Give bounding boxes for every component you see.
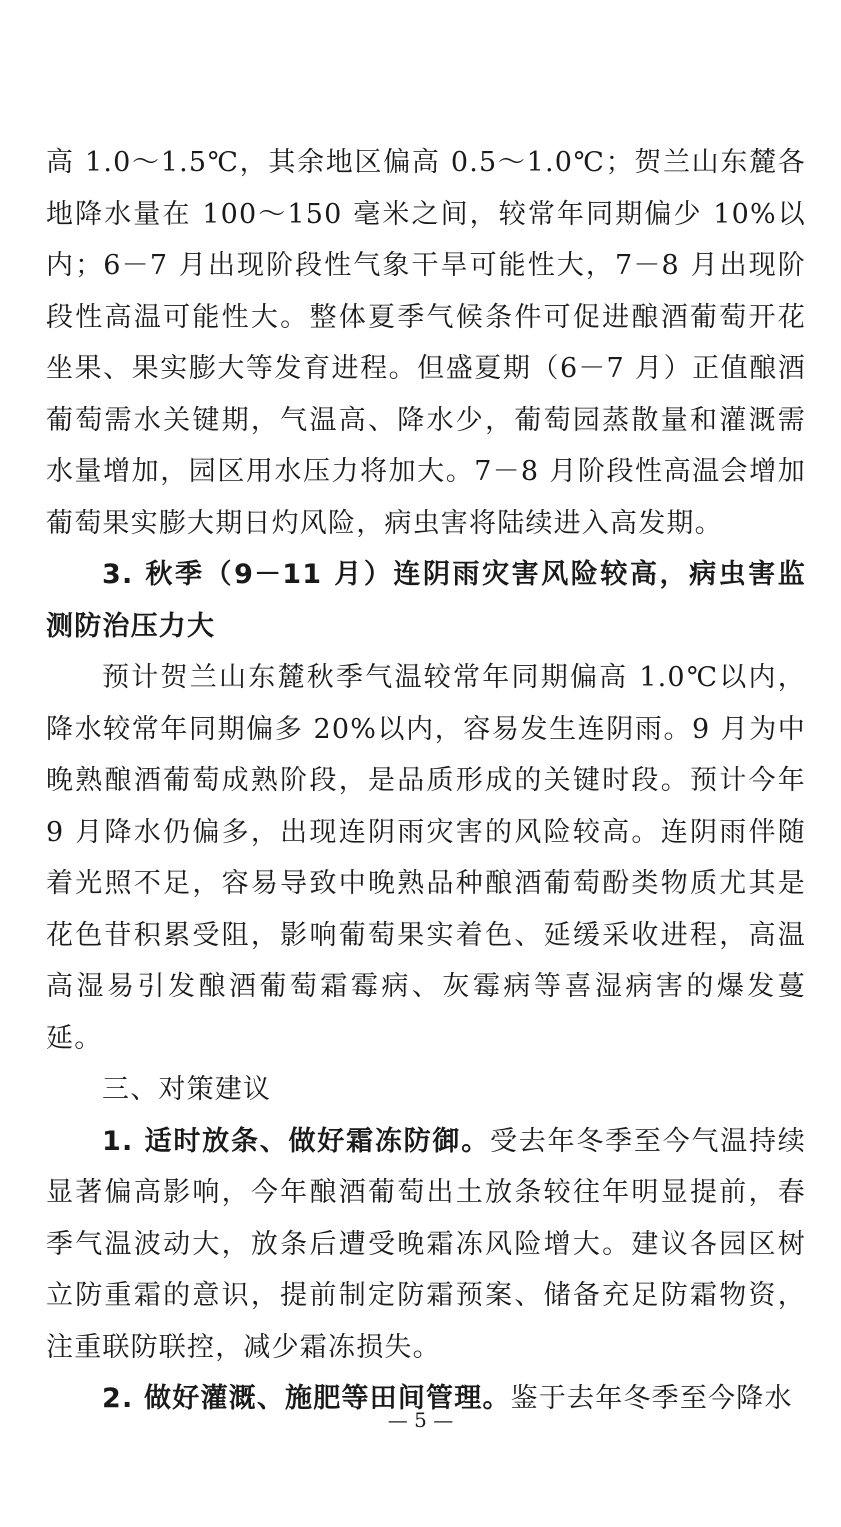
paragraph-autumn-forecast: 预计贺兰山东麓秋季气温较常年同期偏高 1.0℃以内，降水较常年同期偏多 20%以内，容易发生连阴雨。9 月为中晚熟酿酒葡萄成熟阶段，是品质形成的关键时段。预计今年 9 月降水仍偏多，出现连阴雨灾害的风险较高。连阴雨伴随着光照不足，容易导致中晚熟品种酿酒葡萄酚类物质尤其是花色苷积累受阻，影响葡萄果实着色、延缓采收进程，高温高湿易引发酿酒葡萄霜霉病、灰霉病等喜湿病害的爆发蔓延。 xyxy=(46,662,806,1054)
paragraph-summer-forecast: 高 1.0～1.5℃，其余地区偏高 0.5～1.0℃；贺兰山东麓各地降水量在 100～150 毫米之间，较常年同期偏少 10%以内；6－7 月出现阶段性气象干旱可能性大，7－8 月出现阶段性高温可能性大。整体夏季气候条件可促进酿酒葡萄开花坐果、果实膨大等发育进程。但盛夏期（6－7 月）正值酿酒葡萄需水关键期，气温高、降水少，葡萄园蒸散量和灌溉需水量增加，园区用水压力将加大。7－8 月阶段性高温会增加葡萄果实膨大期日灼风险，病虫害将陆续进入高发期。 xyxy=(46,147,806,539)
subheading-autumn-risk: 3. 秋季（9－11 月）连阴雨灾害风险较高，病虫害监测防治压力大 xyxy=(46,559,806,642)
recommendation-item-1 xyxy=(46,1116,806,1374)
recommendation-1-title: 1. 适时放条、做好霜冻防御。 xyxy=(102,1125,490,1157)
document-body xyxy=(46,137,806,1425)
page-number: — 5 — xyxy=(387,1408,454,1432)
recommendation-2-title: 2. 做好灌溉、施肥等田间管理。 xyxy=(102,1383,511,1414)
section-title-recommendations: 三、对策建议 xyxy=(102,1074,272,1105)
recommendation-1-text: 受去年冬季至今气温持续显著偏高影响，今年酿酒葡萄出土放条较往年明显提前，春季气温波动大，放条后遭受晚霜冻风险增大。建议各园区树立防重霜的意识，提前制定防霜预案、储备充足防霜物资，注重联防联控，减少霜冻损失。 xyxy=(46,1125,807,1363)
recommendation-2-text: 鉴于去年冬季至今降水 xyxy=(510,1383,793,1414)
